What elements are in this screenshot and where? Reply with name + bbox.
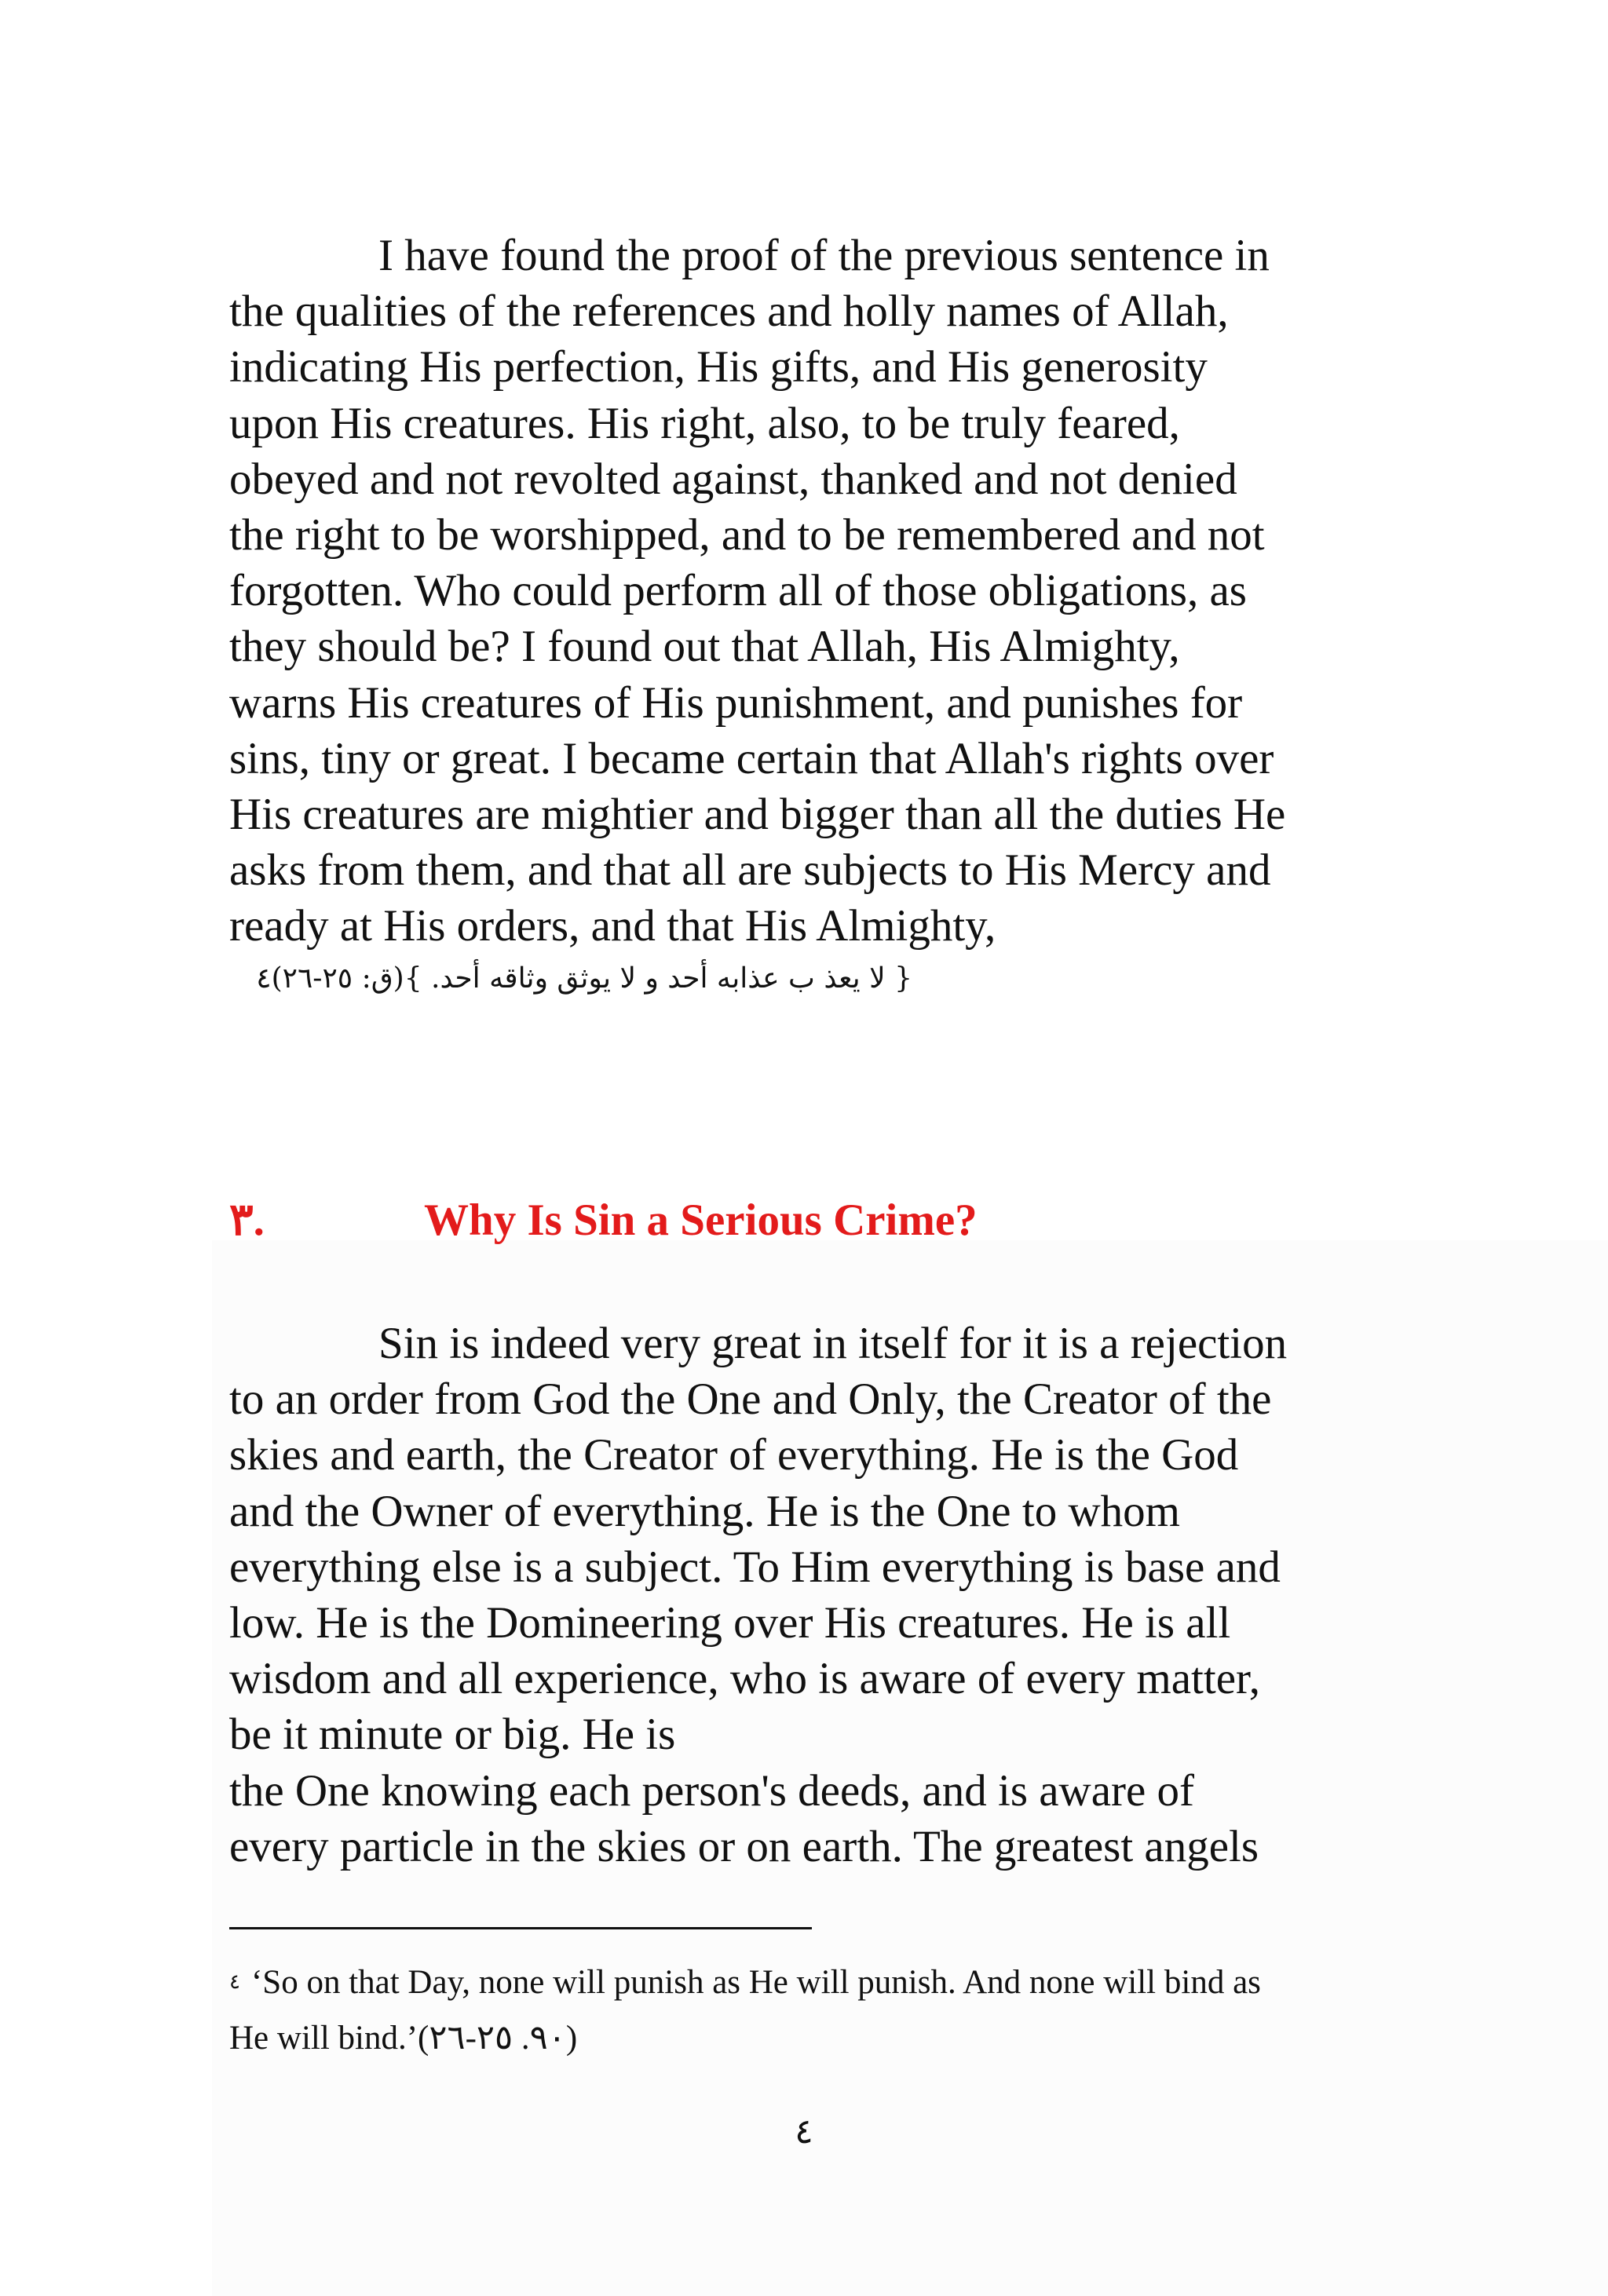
paragraph-sin xyxy=(229,1316,1391,1874)
paragraph-line: I have found the proof of the previous sentence in xyxy=(378,231,1270,280)
paragraph-line: indicating His perfection, His gifts, and His generosity xyxy=(229,342,1208,392)
paragraph-line: wisdom and all experience, who is aware of every matter, xyxy=(229,1654,1260,1704)
paragraph-line: the qualities of the references and holly names of Allah, xyxy=(229,287,1229,337)
footnote-divider xyxy=(229,1927,812,1929)
paragraph-line: the right to be worshipped, and to be remembered and not xyxy=(229,510,1265,560)
paragraph-line: and the Owner of everything. He is the One to whom xyxy=(229,1486,1180,1536)
footnote-line: He will bind.’(٩٠. ٢٥-٢٦) xyxy=(229,2020,578,2057)
paragraph-line: to an order from God the One and Only, the Creator of the xyxy=(229,1374,1272,1425)
paragraph-proof xyxy=(229,228,1391,955)
footnote xyxy=(229,1955,1407,2066)
paragraph-line: sins, tiny or great. I became certain that Allah's rights over xyxy=(229,733,1274,783)
paragraph-line: everything else is a subject. To Him everything is base and xyxy=(229,1542,1281,1592)
section-title: Why Is Sin a Serious Crime? xyxy=(424,1195,978,1245)
paragraph-line: His creatures are mightier and bigger than all the duties He xyxy=(229,790,1286,840)
paragraph-line: warns His creatures of His punishment, and punishes for xyxy=(229,677,1243,728)
paragraph-line: the One knowing each person's deeds, and is aware of xyxy=(229,1765,1195,1816)
section-heading xyxy=(0,1189,1608,1252)
footnote-text: ‘So on that Day, none will punish as He will punish. And none will bind as xyxy=(250,1964,1261,2001)
footnote-marker: ٤ xyxy=(229,1970,240,1994)
paragraph-line: asks from them, and that all are subjects to His Mercy and xyxy=(229,845,1271,896)
arabic-verse-quote: { لا يعذ ب عذابه أحد و لا يوثق وثاقه أحد. }(ق: ٢٥-٢٦)٤ xyxy=(256,962,912,995)
paragraph-line: ready at His orders, and that His Almighty, xyxy=(229,901,996,951)
page-number: ٤ xyxy=(795,2112,813,2152)
paragraph-line: they should be? I found out that Allah, His Almighty, xyxy=(229,622,1180,672)
paragraph-line: Sin is indeed very great in itself for it is a rejection xyxy=(378,1319,1288,1368)
section-number: ٣. xyxy=(229,1195,265,1245)
paragraph-line: obeyed and not revolted against, thanked and not denied xyxy=(229,454,1237,504)
paragraph-line: low. He is the Domineering over His creatures. He is all xyxy=(229,1598,1231,1648)
footnote-line xyxy=(229,1955,1407,2010)
paragraph-line: every particle in the skies or on earth. The greatest angels xyxy=(229,1821,1259,1871)
paragraph-line: skies and earth, the Creator of everything. He is the God xyxy=(229,1430,1239,1480)
paragraph-line: upon His creatures. His right, also, to be truly feared, xyxy=(229,398,1180,448)
paragraph-line: be it minute or big. He is xyxy=(229,1710,676,1760)
paragraph-line: forgotten. Who could perform all of those obligations, as xyxy=(229,566,1247,616)
